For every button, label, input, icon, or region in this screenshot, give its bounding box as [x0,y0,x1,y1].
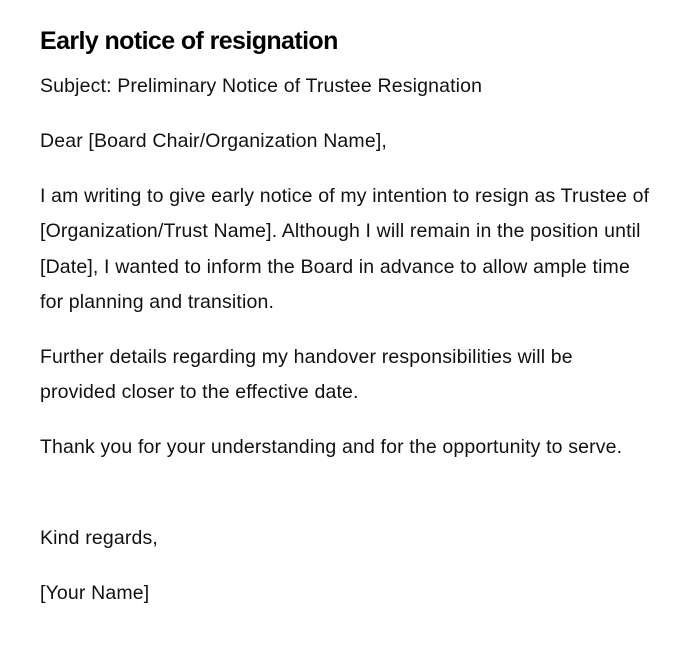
salutation: Dear [Board Chair/Organization Name], [40,130,387,152]
subject-line: Subject: Preliminary Notice of Trustee Resignation [40,75,483,97]
body-paragraph-intro: I am writing to give early notice of my intention to resign as Trustee of [Organization/Trust Name]. Although I will remain in the position until [Date], I wanted to inform the Board in advance to allow ample time for planning and transition. [40,185,650,313]
signature: [Your Name] [40,582,150,604]
body-paragraph-thanks: Thank you for your understanding and for the opportunity to serve. [40,436,623,458]
closing: Kind regards, [40,527,158,549]
document-title: Early notice of resignation [40,27,338,55]
body-paragraph-details: Further details regarding my handover responsibilities will be provided closer to the effective date. [40,346,573,404]
